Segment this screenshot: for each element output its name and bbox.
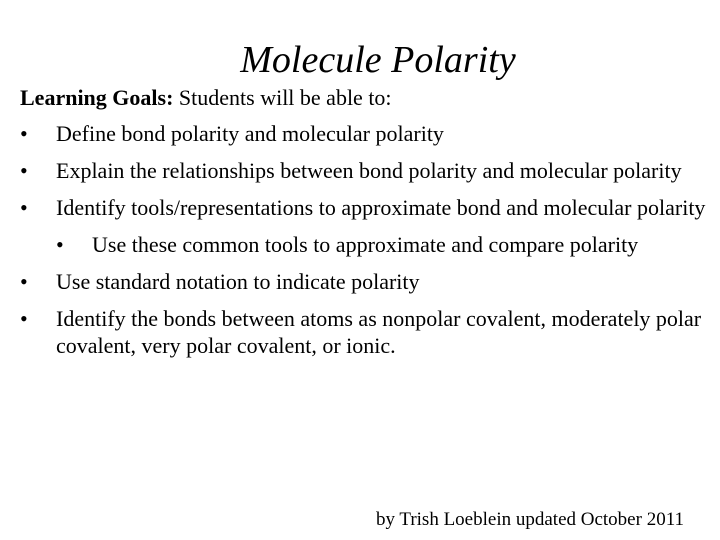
slide-title: Molecule Polarity bbox=[240, 39, 516, 81]
sub-list-item bbox=[56, 231, 710, 258]
list-item bbox=[20, 268, 710, 295]
bullet-icon: • bbox=[20, 121, 28, 146]
list-item bbox=[20, 194, 710, 258]
list-item-text: Identify the bonds between atoms as nonpolar covalent, moderately polar covalent, very polar covalent, or ionic. bbox=[56, 306, 702, 358]
list-item bbox=[20, 120, 710, 147]
learning-goals-label: Learning Goals: bbox=[20, 85, 174, 110]
bullet-icon: • bbox=[20, 269, 28, 294]
learning-goals-heading bbox=[20, 84, 710, 111]
list-item bbox=[20, 157, 710, 184]
bullet-icon: • bbox=[20, 195, 28, 220]
author-credit: by Trish Loeblein updated October 2011 bbox=[375, 509, 684, 530]
bullet-icon: • bbox=[20, 306, 28, 331]
bullet-icon: • bbox=[56, 232, 64, 257]
list-item-text: Explain the relationships between bond polarity and molecular polarity bbox=[56, 158, 682, 183]
slide-content bbox=[20, 84, 710, 369]
learning-goals-intro: Students will be able to: bbox=[173, 85, 392, 110]
list-item bbox=[20, 305, 710, 359]
sub-list-item-text: Use these common tools to approximate and compare polarity bbox=[92, 232, 639, 257]
goals-list bbox=[20, 120, 710, 359]
bullet-icon: • bbox=[20, 158, 28, 183]
list-item-text: Use standard notation to indicate polarity bbox=[56, 269, 420, 294]
sub-list bbox=[56, 231, 710, 258]
list-item-text: Identify tools/representations to approximate bond and molecular polarity bbox=[56, 195, 706, 220]
list-item-text: Define bond polarity and molecular polarity bbox=[56, 121, 444, 146]
